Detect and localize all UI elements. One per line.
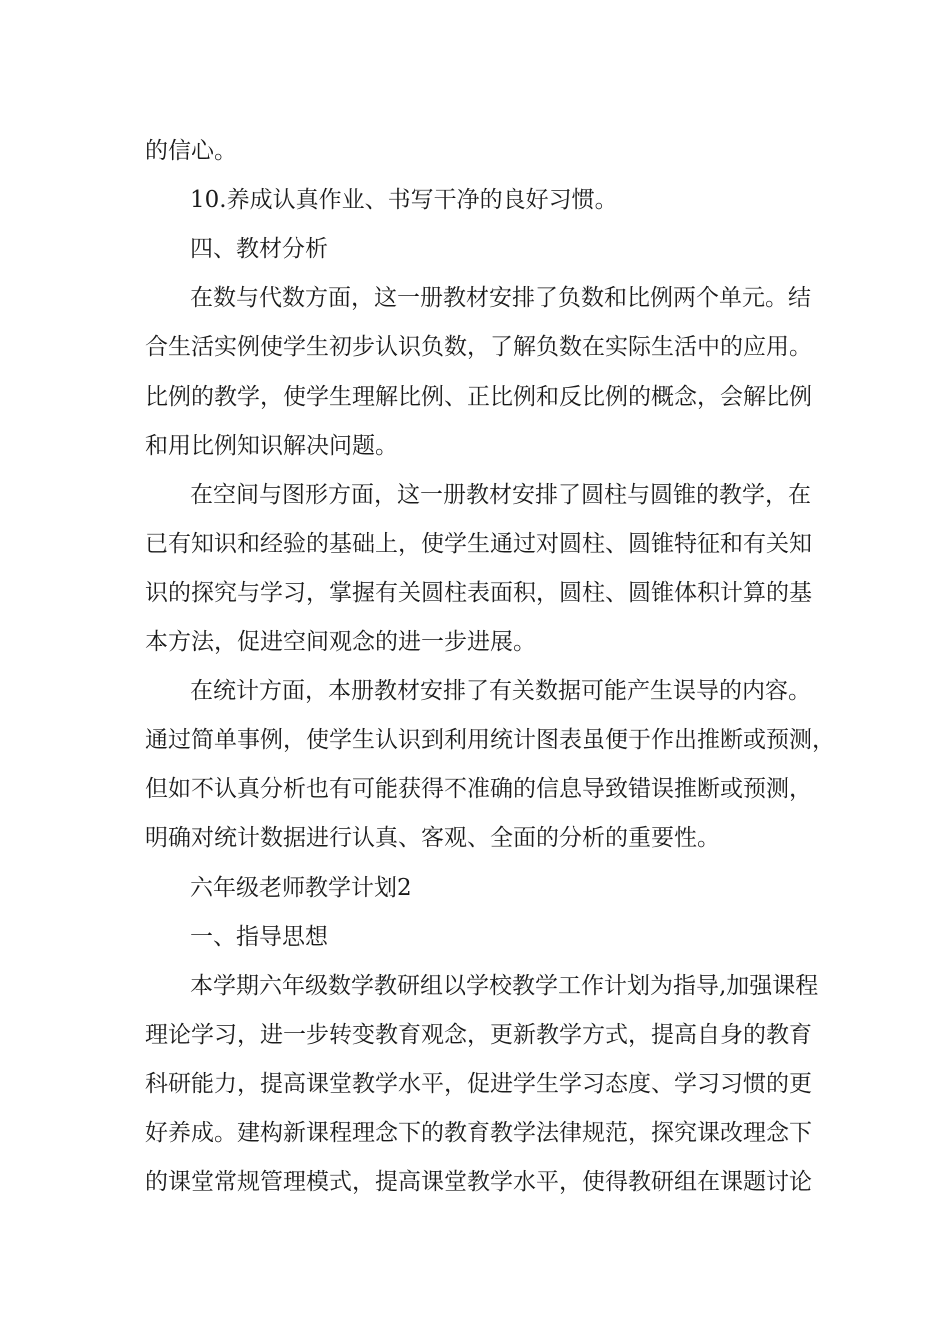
text-line: 理论学习，进一步转变教育观念，更新教学方式，提高自身的教育 xyxy=(145,1022,812,1048)
text-line: 和用比例知识解决问题。 xyxy=(145,433,398,459)
text-line: 一、指导思想 xyxy=(190,924,328,950)
text-line: 在统计方面，本册教材安排了有关数据可能产生误导的内容。 xyxy=(190,678,811,704)
text-line: 六年级老师教学计划2 xyxy=(190,875,412,901)
text-line: 合生活实例使学生初步认识负数，了解负数在实际生活中的应用。 xyxy=(145,334,812,360)
text-line: 在空间与图形方面，这一册教材安排了圆柱与圆锥的教学，在 xyxy=(190,482,811,508)
text-line: 识的探究与学习，掌握有关圆柱表面积，圆柱、圆锥体积计算的基 xyxy=(145,580,812,606)
text-line: 通过简单事例，使学生认识到利用统计图表虽便于作出推断或预测， xyxy=(145,727,835,753)
text-line: 但如不认真分析也有可能获得不准确的信息导致错误推断或预测， xyxy=(145,776,812,802)
text-line: 已有知识和经验的基础上，使学生通过对圆柱、圆锥特征和有关知 xyxy=(145,531,812,557)
text-line: 的课堂常规管理模式，提高课堂教学水平，使得教研组在课题讨论 xyxy=(145,1169,812,1195)
text-line: 科研能力，提高课堂教学水平，促进学生学习态度、学习习惯的更 xyxy=(145,1071,812,1097)
text-line: 四、教材分析 xyxy=(190,236,328,262)
text-line: 好养成。建构新课程理念下的教育教学法律规范，探究课改理念下 xyxy=(145,1120,812,1146)
text-line: 本方法，促进空间观念的进一步进展。 xyxy=(145,629,536,655)
text-line: 的信心。 xyxy=(145,138,237,164)
text-line: 明确对统计数据进行认真、客观、全面的分析的重要性。 xyxy=(145,825,720,851)
text-line: 比例的教学，使学生理解比例、正比例和反比例的概念，会解比例 xyxy=(145,384,812,410)
text-line: 10.养成认真作业、书写干净的良好习惯。 xyxy=(190,187,618,213)
text-line: 本学期六年级数学教研组以学校教学工作计划为指导,加强课程 xyxy=(190,973,819,999)
text-line: 在数与代数方面，这一册教材安排了负数和比例两个单元。结 xyxy=(190,285,811,311)
